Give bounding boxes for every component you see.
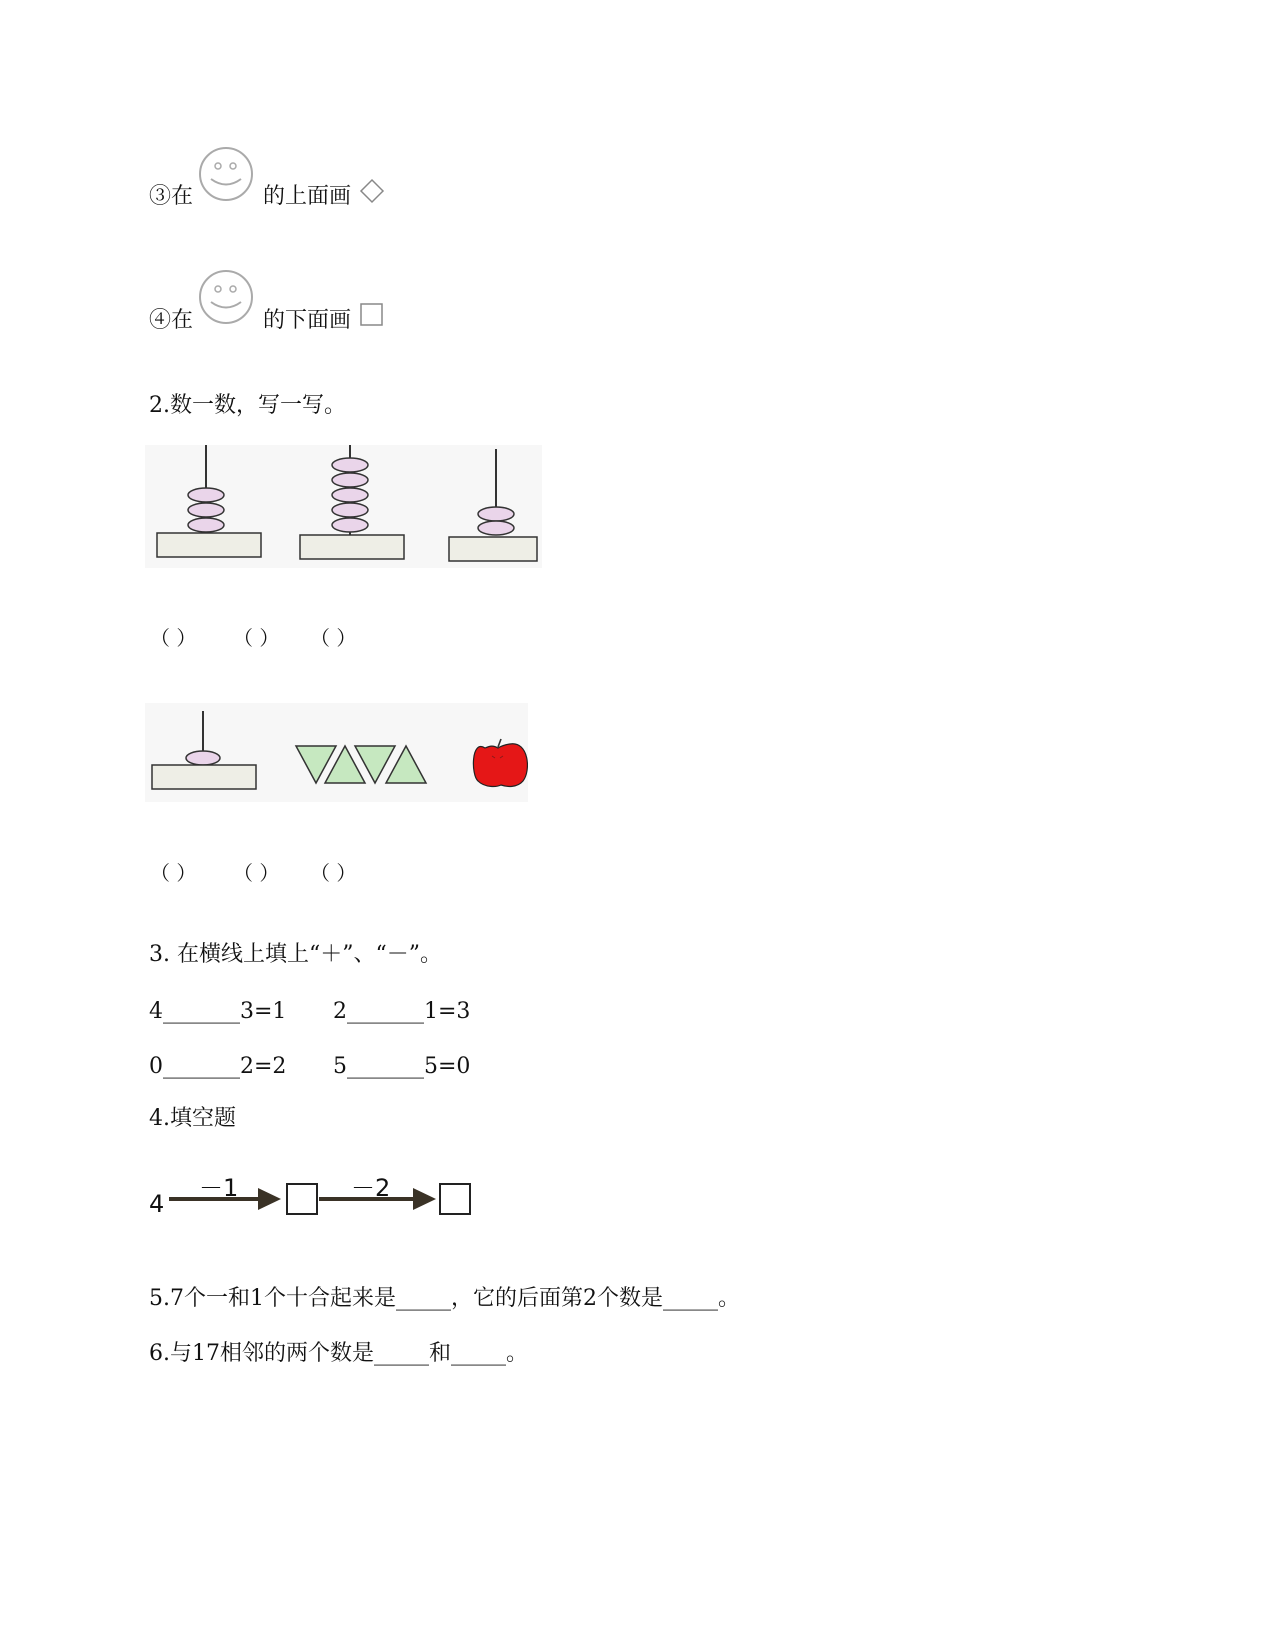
- abacus-5-beads: [300, 445, 404, 559]
- q1-item3-prefix: ③在: [149, 184, 194, 209]
- q6-text: 6.与17相邻的两个数是_____和_____。: [149, 1341, 528, 1366]
- arrow-right-icon: [413, 1188, 436, 1210]
- triangles-4: [296, 746, 426, 783]
- answer-box: [287, 1184, 317, 1214]
- answer-blank[interactable]: （ ）: [233, 861, 280, 885]
- diamond-icon: [359, 178, 385, 204]
- smiley-face-icon: [198, 268, 256, 328]
- arrow-right-icon: [258, 1188, 281, 1210]
- chain-start-number: 4: [149, 1190, 165, 1218]
- answer-blank[interactable]: （ ）: [150, 861, 197, 885]
- answer-box: [440, 1184, 470, 1214]
- q4-title: 4.填空题: [149, 1106, 236, 1131]
- step2-label: －2: [351, 1174, 391, 1202]
- abacus-1-bead: [152, 711, 256, 789]
- step1-label: －1: [199, 1174, 239, 1202]
- smiley-face-icon: [198, 145, 256, 205]
- answer-blank[interactable]: （ ）: [233, 626, 280, 650]
- equation[interactable]: 2_______1=3: [333, 999, 471, 1024]
- number-chain-diagram: [145, 1168, 490, 1234]
- equation[interactable]: 5_______5=0: [333, 1054, 471, 1079]
- square-icon: [359, 302, 385, 328]
- q1-item3-suffix: 的上面画: [263, 184, 352, 209]
- equation[interactable]: 0_______2=2: [149, 1054, 287, 1079]
- q3-title: 3. 在横线上填上“＋”、“－”。: [149, 942, 442, 967]
- apple-icon: [473, 739, 527, 786]
- answer-blank[interactable]: （ ）: [310, 626, 357, 650]
- q5-text: 5.7个一和1个十合起来是_____，它的后面第2个数是_____。: [149, 1286, 740, 1311]
- arrow-diagram-graphics: [145, 1168, 490, 1234]
- q1-item4-prefix: ④在: [149, 308, 194, 333]
- counting-picture-row2: [145, 703, 528, 802]
- abacus-3-beads: [157, 445, 261, 557]
- equation[interactable]: 4_______3=1: [149, 999, 287, 1024]
- answer-blank[interactable]: （ ）: [150, 626, 197, 650]
- abacus-picture-row1: [145, 445, 542, 568]
- q1-item4-suffix: 的下面画: [263, 308, 352, 333]
- answer-blank[interactable]: （ ）: [310, 861, 357, 885]
- abacus-2-beads: [449, 449, 537, 561]
- q2-title: 2.数一数，写一写。: [149, 393, 346, 418]
